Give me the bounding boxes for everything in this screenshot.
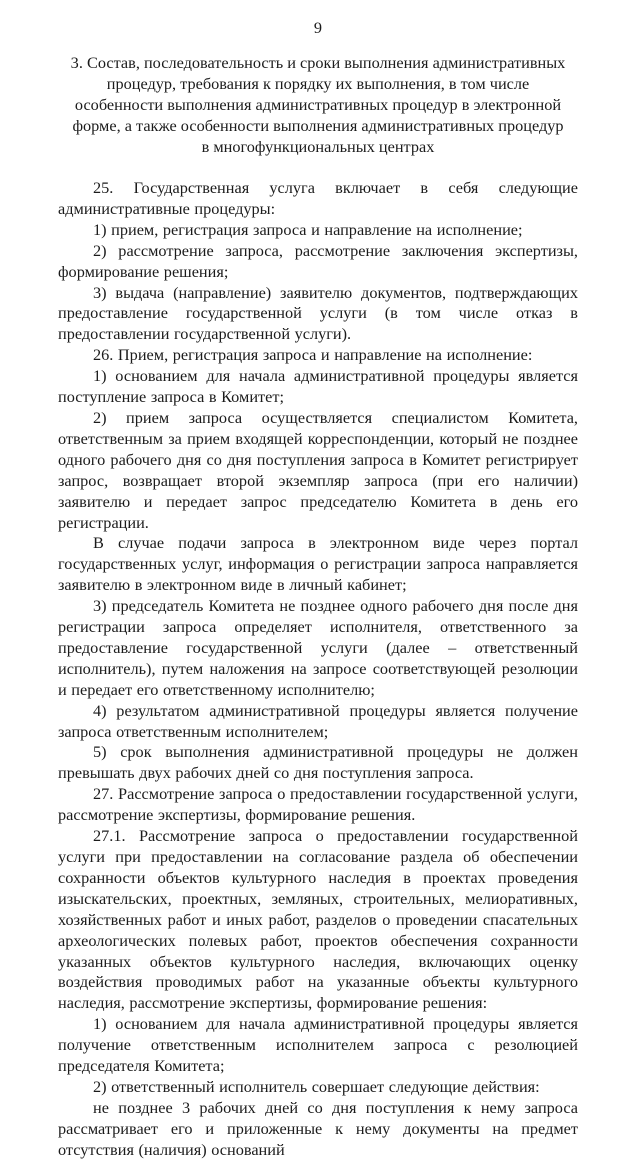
page-number: 9 [313,18,323,37]
paragraph: 27.1. Рассмотрение запроса о предоставлении государственной услуги при предоставлении на согласование раздела об обеспечении сохранности объектов культурного наследия в проектах проведения изыскательских, проектных, земляных, строительных, мелиоративных, хозяйственных работ и иных работ, разделов о проведении спасательных археологических полевых работ, проектов обеспечения сохранности указанных объектов культурного наследия, включающих оценку воздействия проводимых работ на указанные объекты культурного наследия, рассмотрение экспертизы, формирование решения: [58,826,578,1013]
paragraph: 1) основанием для начала административной процедуры является получение ответственным исполнителем запроса с резолюцией председателя Комитета; [58,1014,578,1076]
paragraph: 25. Государственная услуга включает в себя следующие административные процедуры: [58,178,578,218]
paragraph: 2) рассмотрение запроса, рассмотрение заключения экспертизы, формирование решения; [58,240,578,281]
paragraph: 1) основанием для начала административной процедуры является поступление запроса в Комитет; [58,366,578,407]
paragraph: В случае подачи запроса в электронном виде через портал государственных услуг, информация о регистрации запроса направляется заявителю в электронном виде в личный кабинет; [58,533,578,595]
section-heading: 3. Состав, последовательность и сроки выполнения административных процедур, требования к порядку их выполнения, в том числе особенности выполнения административных процедур в электронной форме, а также особенности выполнения административных процедур в многофункциональных центрах [70,53,566,156]
paragraph: 2) ответственный исполнитель совершает следующие действия: [93,1076,540,1096]
paragraph: не позднее 3 рабочих дней со дня поступления к нему запроса рассматривает его и приложенные к нему документы на предмет отсутствия (наличия) оснований [58,1097,578,1159]
document-body [58,178,578,1161]
paragraph: 2) прием запроса осуществляется специалистом Комитета, ответственным за прием входящей корреспонденции, который не позднее одного рабочего дня со дня поступления запроса в Комитет регистрирует запрос, возвращает второй экземпляр запроса (при его наличии) заявителю и передает запрос председателю Комитета в день его регистрации. [58,407,578,532]
paragraph: 4) результатом административной процедуры является получение запроса ответственным исполнителем; [58,700,578,741]
paragraph: 26. Прием, регистрация запроса и направление на исполнение: [93,345,533,365]
paragraph: 5) срок выполнения административной процедуры не должен превышать двух рабочих дней со дня поступления запроса. [58,742,578,783]
paragraph: 3) председатель Комитета не позднее одного рабочего дня после дня регистрации запроса определяет исполнителя, ответственного за предоставление государственной услуги (далее – ответственный исполнитель), путем наложения на запросе соответствующей резолюции и передает его ответственному исполнителю; [58,596,578,699]
paragraph: 27. Рассмотрение запроса о предоставлении государственной услуги, рассмотрение экспертизы, формирование решения. [58,784,578,825]
paragraph: 1) прием, регистрация запроса и направление на исполнение; [93,219,523,239]
paragraph: 3) выдача (направление) заявителю документов, подтверждающих предоставление государственной услуги (в том числе отказ в предоставлении государственной услуги). [58,282,578,344]
